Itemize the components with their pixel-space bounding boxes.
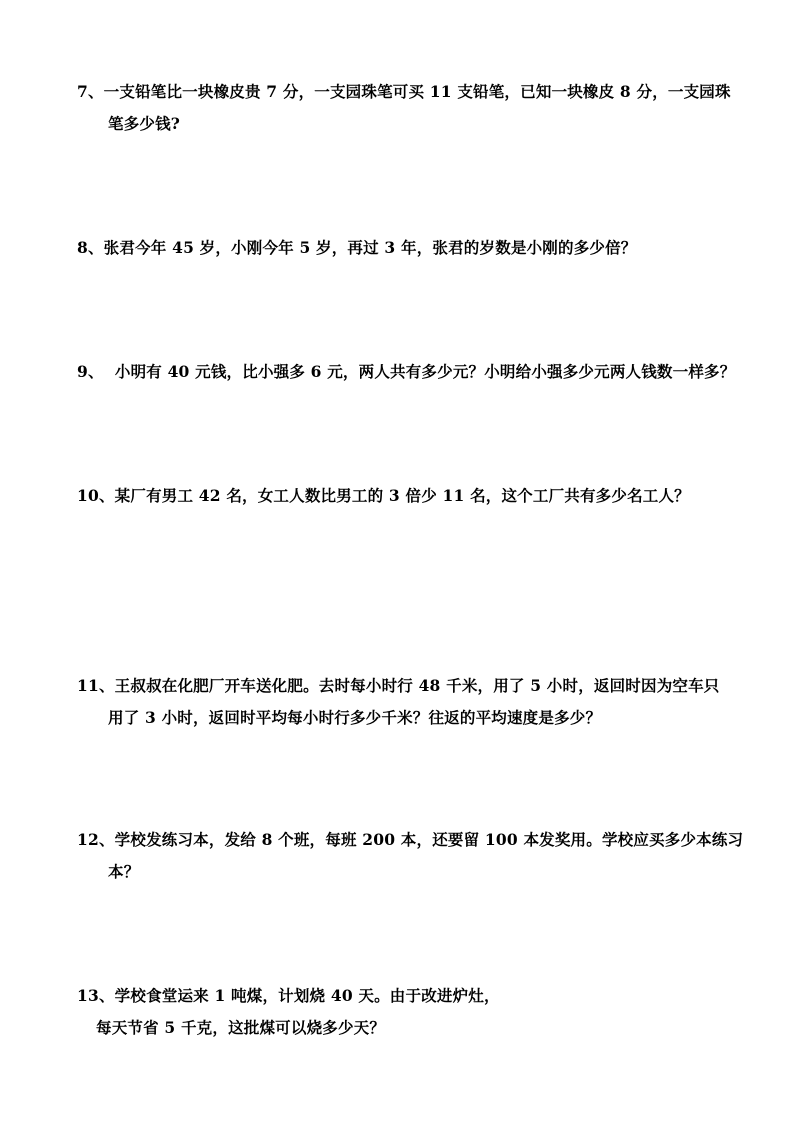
question-7-line-1: 7、一支铅笔比一块橡皮贵 7 分，一支园珠笔可买 11 支铅笔，已知一块橡皮 8 分，一支园珠 bbox=[77, 82, 731, 101]
question-12-line-2: 本？ bbox=[108, 862, 140, 881]
question-10-line-1: 10、某厂有男工 42 名，女工人数比男工的 3 倍少 11 名，这个工厂共有多少名工人？ bbox=[77, 486, 690, 505]
question-10 bbox=[77, 480, 742, 512]
question-13 bbox=[77, 980, 742, 1044]
question-11 bbox=[77, 670, 742, 734]
question-8 bbox=[77, 232, 742, 264]
question-11-line-2: 用了 3 小时，返回时平均每小时行多少千米？往返的平均速度是多少？ bbox=[108, 708, 602, 727]
question-9 bbox=[77, 356, 742, 388]
question-8-line-1: 8、张君今年 45 岁，小刚今年 5 岁，再过 3 年，张君的岁数是小刚的多少倍？ bbox=[77, 238, 637, 257]
question-13-line-2: 每天节省 5 千克，这批煤可以烧多少天？ bbox=[96, 1018, 386, 1037]
question-7-line-2: 笔多少钱? bbox=[108, 114, 181, 133]
question-9-line-1: 9、 小明有 40 元钱，比小强多 6 元，两人共有多少元？小明给小强多少元两人钱数一样多？ bbox=[77, 362, 736, 381]
question-7 bbox=[77, 76, 742, 140]
question-13-line-1: 13、学校食堂运来 1 吨煤，计划烧 40 天。由于改进炉灶， bbox=[77, 986, 500, 1005]
question-12-line-1: 12、学校发练习本，发给 8 个班，每班 200 本，还要留 100 本发奖用。学校应买多少本练习 bbox=[77, 830, 744, 849]
question-12 bbox=[77, 824, 742, 888]
question-11-line-1: 11、王叔叔在化肥厂开车送化肥。去时每小时行 48 千米，用了 5 小时，返回时因为空车只 bbox=[77, 676, 720, 695]
